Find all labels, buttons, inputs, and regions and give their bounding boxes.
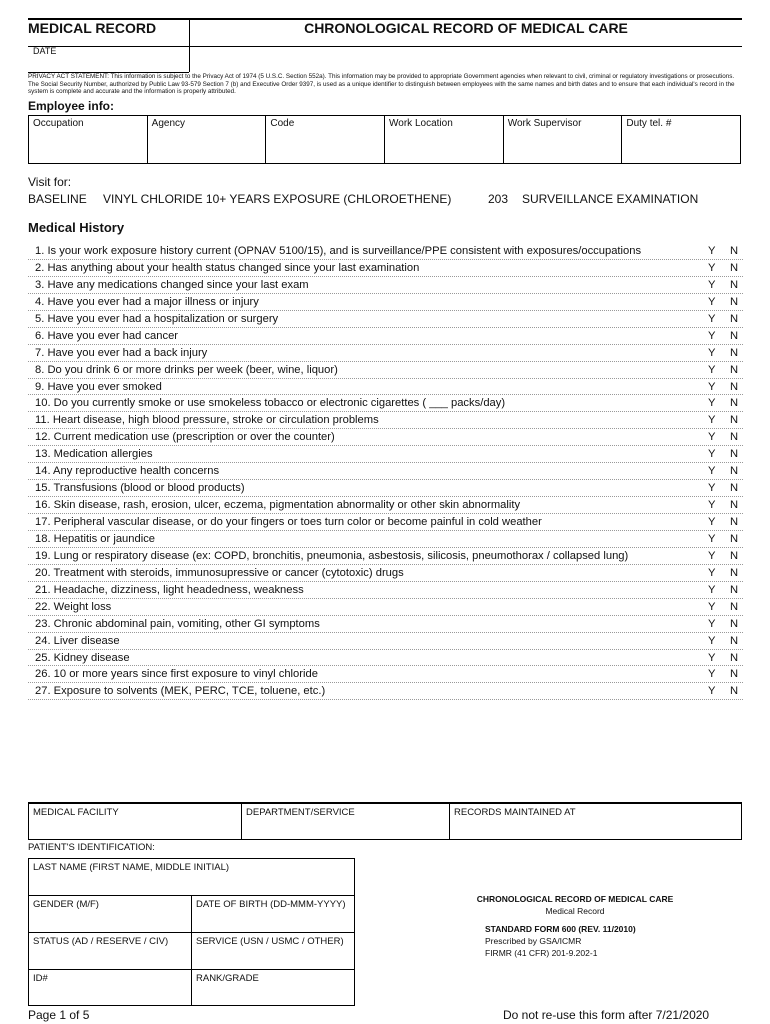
question-text: 9. Have you ever smoked (35, 380, 162, 393)
no-option[interactable]: N (730, 566, 739, 579)
question-row (28, 599, 743, 616)
privacy-statement: PRIVACY ACT STATEMENT: This information is subject to the Privacy Act of 1974 (5 U.S.C. Section 552a). This information may be provided to appropriate Government agencies when relevant to civil, criminal or regulatory investigations or prosecutions. The Social Security Number, authorized by Public Law 93-579 Section 7 (b) and Executive Order 9397, is used as a unique identifier to distinguish between employees with the same names and birth dates and to ensure that each individual's record in the system is complete and accurate and the information is properly attributed. (28, 73, 735, 96)
no-option[interactable]: N (730, 634, 739, 647)
question-row (28, 497, 743, 514)
medical-history-title: Medical History (28, 220, 125, 235)
question-text: 14. Any reproductive health concerns (35, 465, 220, 478)
question-text: 7. Have you ever had a back injury (35, 346, 208, 359)
footer-form-subtitle: Medical Record (545, 906, 605, 916)
no-option[interactable]: N (730, 245, 739, 257)
no-option[interactable]: N (730, 516, 739, 528)
last-name-field[interactable]: LAST NAME (FIRST NAME, MIDDLE INITIAL) (33, 862, 230, 873)
yes-option[interactable]: Y (708, 380, 716, 393)
id-field[interactable]: ID# (29, 970, 192, 1005)
question-text: 4. Have you ever had a major illness or injury (35, 295, 259, 308)
question-text: 25. Kidney disease (35, 651, 130, 664)
no-option[interactable]: N (730, 431, 739, 444)
date-label: DATE (33, 46, 57, 56)
yes-option[interactable]: Y (708, 651, 716, 664)
department-service-field[interactable]: DEPARTMENT/SERVICE (242, 804, 450, 840)
question-row (28, 429, 743, 446)
no-option[interactable]: N (730, 532, 739, 545)
no-option[interactable]: N (730, 685, 739, 698)
question-text: 12. Current medication use (prescription or over the counter) (35, 431, 335, 444)
question-text: 15. Transfusions (blood or blood products) (35, 482, 245, 495)
question-text: 27. Exposure to solvents (MEK, PERC, TCE, toluene, etc.) (35, 685, 326, 698)
no-option[interactable]: N (730, 499, 739, 512)
question-row (28, 514, 743, 531)
no-option[interactable]: N (730, 261, 739, 274)
question-row (28, 463, 743, 480)
yes-option[interactable]: Y (708, 465, 716, 478)
no-option[interactable]: N (730, 329, 739, 342)
question-row (28, 277, 743, 294)
no-option[interactable]: N (730, 397, 739, 410)
question-text: 6. Have you ever had cancer (35, 329, 179, 342)
no-option[interactable]: N (730, 583, 739, 596)
employee-info-title: Employee info: (28, 99, 115, 113)
yes-option[interactable]: Y (708, 329, 716, 342)
prescribed-by: Prescribed by GSA/ICMR (485, 936, 582, 946)
question-row (28, 582, 743, 599)
yes-option[interactable]: Y (708, 363, 716, 376)
yes-option[interactable]: Y (708, 397, 716, 410)
status-field[interactable]: STATUS (AD / RESERVE / CIV) (29, 933, 192, 969)
reuse-notice: Do not re-use this form after 7/21/2020 (503, 1008, 710, 1022)
agency-field[interactable]: Agency (148, 116, 267, 163)
question-text: 26. 10 or more years since first exposure to vinyl chloride (35, 668, 318, 681)
no-option[interactable]: N (730, 617, 739, 630)
yes-option[interactable]: Y (708, 346, 716, 359)
question-text: 16. Skin disease, rash, erosion, ulcer, eczema, pigmentation abnormality or other skin abnormality (35, 499, 521, 512)
yes-option[interactable]: Y (708, 312, 716, 325)
question-row (28, 243, 743, 260)
question-text: 17. Peripheral vascular disease, or do your fingers or toes turn color or become painful in cold weather (35, 516, 542, 528)
yes-option[interactable]: Y (708, 278, 716, 291)
yes-option[interactable]: Y (708, 549, 716, 562)
yes-option[interactable]: Y (708, 414, 716, 427)
no-option[interactable]: N (730, 465, 739, 478)
yes-option[interactable]: Y (708, 261, 716, 274)
no-option[interactable]: N (730, 600, 739, 613)
question-row (28, 412, 743, 429)
question-row (28, 311, 743, 328)
code-field[interactable]: Code (266, 116, 385, 163)
yes-option[interactable]: Y (708, 516, 716, 528)
no-option[interactable]: N (730, 312, 739, 325)
yes-option[interactable]: Y (708, 431, 716, 444)
yes-option[interactable]: Y (708, 499, 716, 512)
yes-option[interactable]: Y (708, 566, 716, 579)
yes-option[interactable]: Y (708, 295, 716, 308)
work-supervisor-field[interactable]: Work Supervisor (504, 116, 623, 163)
no-option[interactable]: N (730, 448, 739, 461)
question-text: 13. Medication allergies (35, 448, 153, 461)
yes-option[interactable]: Y (708, 245, 716, 257)
page-number: Page 1 of 5 (28, 1008, 90, 1022)
records-maintained-field[interactable]: RECORDS MAINTAINED AT (454, 807, 576, 818)
medical-history-list (28, 243, 743, 700)
question-text: 18. Hepatitis or jaundice (35, 532, 156, 545)
question-row (28, 666, 743, 683)
yes-option[interactable]: Y (708, 532, 716, 545)
rank-grade-field[interactable]: RANK/GRADE (196, 973, 259, 984)
question-text: 20. Treatment with steroids, immunosupressive or cancer (cytotoxic) drugs (35, 566, 404, 579)
yes-option[interactable]: Y (708, 600, 716, 613)
no-option[interactable]: N (730, 414, 739, 427)
employee-info-grid (28, 115, 741, 164)
no-option[interactable]: N (730, 346, 739, 359)
header-divider (189, 18, 190, 72)
firmr-reference: FIRMR (41 CFR) 201-9.202-1 (485, 948, 598, 958)
question-row (28, 480, 743, 497)
question-row (28, 565, 743, 582)
question-row (28, 294, 743, 311)
facility-row (28, 802, 742, 840)
no-option[interactable]: N (730, 668, 739, 681)
question-row (28, 531, 743, 548)
no-option[interactable]: N (730, 380, 739, 393)
no-option[interactable]: N (730, 363, 739, 376)
yes-option[interactable]: Y (708, 685, 716, 698)
visit-category: SURVEILLANCE EXAMINATION (522, 192, 699, 206)
question-text: 24. Liver disease (35, 634, 120, 647)
question-row (28, 379, 743, 396)
no-option[interactable]: N (730, 482, 739, 495)
patient-identification-label: PATIENT'S IDENTIFICATION: (28, 842, 155, 853)
question-row (28, 260, 743, 277)
question-text: 11. Heart disease, high blood pressure, stroke or circulation problems (35, 414, 379, 427)
yes-option[interactable]: Y (708, 617, 716, 630)
footer-form-title: CHRONOLOGICAL RECORD OF MEDICAL CARE (476, 894, 674, 904)
visit-exam: VINYL CHLORIDE 10+ YEARS EXPOSURE (CHLOROETHENE) (103, 192, 452, 206)
question-row (28, 328, 743, 345)
question-text: 3. Have any medications changed since your last exam (35, 278, 309, 291)
work-location-field[interactable]: Work Location (385, 116, 504, 163)
standard-form-number: STANDARD FORM 600 (REV. 11/2010) (485, 924, 636, 934)
visit-type: BASELINE (28, 192, 87, 206)
yes-option[interactable]: Y (708, 448, 716, 461)
question-text: 1. Is your work exposure history current (OPNAV 5100/15), and is surveillance/PPE consistent with exposures/occupations (35, 245, 642, 257)
no-option[interactable]: N (730, 651, 739, 664)
question-text: 10. Do you currently smoke or use smokeless tobacco or electronic cigarettes ( ___ packs/day) (35, 397, 506, 410)
no-option[interactable]: N (730, 549, 739, 562)
question-row (28, 548, 743, 565)
question-text: 19. Lung or respiratory disease (ex: COPD, bronchitis, pneumonia, asbestosis, silicosis, pneumothorax / collapsed lung) (35, 549, 629, 562)
question-text: 22. Weight loss (35, 600, 112, 613)
question-row (28, 345, 743, 362)
yes-option[interactable]: Y (708, 482, 716, 495)
chronological-record-title: CHRONOLOGICAL RECORD OF MEDICAL CARE (304, 20, 628, 36)
duty-tel-field[interactable]: Duty tel. # (626, 118, 672, 129)
visit-code: 203 (488, 192, 509, 206)
visit-for-label: Visit for: (28, 175, 72, 189)
no-option[interactable]: N (730, 295, 739, 308)
question-text: 5. Have you ever had a hospitalization or surgery (35, 312, 279, 325)
question-row (28, 650, 743, 667)
medical-facility-field[interactable]: MEDICAL FACILITY (29, 804, 242, 840)
patient-identification-box (28, 858, 355, 1006)
occupation-field[interactable]: Occupation (29, 116, 148, 163)
question-row (28, 633, 743, 650)
question-row (28, 446, 743, 463)
medical-record-title: MEDICAL RECORD (28, 20, 157, 36)
no-option[interactable]: N (730, 278, 739, 291)
date-of-birth-field[interactable]: DATE OF BIRTH (DD-MMM-YYYY) (196, 899, 346, 910)
question-text: 8. Do you drink 6 or more drinks per week (beer, wine, liquor) (35, 363, 338, 376)
question-text: 21. Headache, dizziness, light headedness, weakness (35, 583, 304, 596)
yes-option[interactable]: Y (708, 634, 716, 647)
question-row (28, 683, 743, 700)
yes-option[interactable]: Y (708, 668, 716, 681)
gender-field[interactable]: GENDER (M/F) (29, 896, 192, 932)
service-field[interactable]: SERVICE (USN / USMC / OTHER) (196, 936, 344, 947)
question-row (28, 362, 743, 379)
question-text: 23. Chronic abdominal pain, vomiting, other GI symptoms (35, 617, 320, 630)
question-row (28, 616, 743, 633)
question-row (28, 395, 743, 412)
question-text: 2. Has anything about your health status changed since your last examination (35, 261, 420, 274)
yes-option[interactable]: Y (708, 583, 716, 596)
